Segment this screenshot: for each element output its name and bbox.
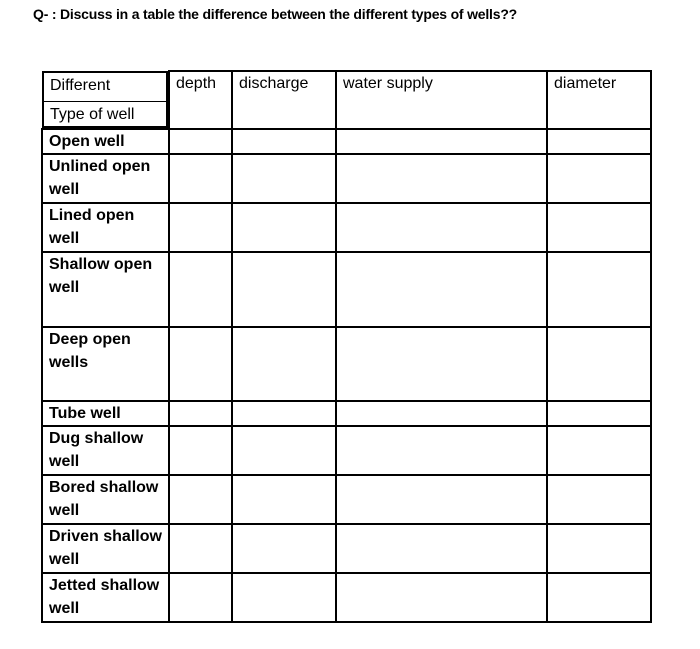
discharge-cell[interactable] — [232, 475, 336, 524]
discharge-cell[interactable] — [232, 573, 336, 622]
discharge-cell[interactable] — [232, 524, 336, 573]
diameter-cell[interactable] — [547, 154, 651, 203]
discharge-cell[interactable] — [232, 252, 336, 327]
discharge-cell[interactable] — [232, 129, 336, 154]
row-label: Open well — [42, 129, 169, 154]
header-diameter: diameter — [547, 71, 651, 129]
table-header-row — [42, 71, 651, 129]
header-type-line2: Type of well — [50, 106, 135, 123]
diameter-cell[interactable] — [547, 327, 651, 401]
water-supply-cell[interactable] — [336, 129, 547, 154]
depth-cell[interactable] — [169, 401, 232, 426]
table-row — [42, 252, 651, 327]
water-supply-cell[interactable] — [336, 524, 547, 573]
table-row — [42, 401, 651, 426]
water-supply-cell[interactable] — [336, 573, 547, 622]
table-row — [42, 426, 651, 475]
water-supply-cell[interactable] — [336, 154, 547, 203]
depth-cell[interactable] — [169, 573, 232, 622]
row-label: Bored shallow well — [42, 475, 169, 524]
diameter-cell[interactable] — [547, 129, 651, 154]
header-depth: depth — [169, 71, 232, 129]
depth-cell[interactable] — [169, 327, 232, 401]
discharge-cell[interactable] — [232, 426, 336, 475]
header-water-supply: water supply — [336, 71, 547, 129]
question-text: Q- : Discuss in a table the difference between the different types of wells?? — [33, 6, 518, 22]
header-type-line1: Different — [44, 73, 166, 102]
row-label: Deep open wells — [42, 327, 169, 401]
diameter-cell[interactable] — [547, 573, 651, 622]
discharge-cell[interactable] — [232, 401, 336, 426]
table-row — [42, 154, 651, 203]
discharge-cell[interactable] — [232, 327, 336, 401]
table-row — [42, 129, 651, 154]
depth-cell[interactable] — [169, 426, 232, 475]
diameter-cell[interactable] — [547, 524, 651, 573]
water-supply-cell[interactable] — [336, 203, 547, 252]
table-row — [42, 573, 651, 622]
depth-cell[interactable] — [169, 154, 232, 203]
table-row — [42, 524, 651, 573]
water-supply-cell[interactable] — [336, 401, 547, 426]
water-supply-cell[interactable] — [336, 252, 547, 327]
water-supply-cell[interactable] — [336, 475, 547, 524]
diameter-cell[interactable] — [547, 203, 651, 252]
row-label: Dug shallow well — [42, 426, 169, 475]
depth-cell[interactable] — [169, 129, 232, 154]
water-supply-cell[interactable] — [336, 327, 547, 401]
row-label: Tube well — [42, 401, 169, 426]
table-row — [42, 203, 651, 252]
diameter-cell[interactable] — [547, 401, 651, 426]
table-row — [42, 327, 651, 401]
depth-cell[interactable] — [169, 252, 232, 327]
diameter-cell[interactable] — [547, 475, 651, 524]
diameter-cell[interactable] — [547, 252, 651, 327]
discharge-cell[interactable] — [232, 203, 336, 252]
depth-cell[interactable] — [169, 475, 232, 524]
row-label: Jetted shallow well — [42, 573, 169, 622]
table-row — [42, 475, 651, 524]
header-type-of-well — [42, 71, 168, 128]
row-label: Lined open well — [42, 203, 169, 252]
row-label: Unlined open well — [42, 154, 169, 203]
depth-cell[interactable] — [169, 524, 232, 573]
wells-table — [41, 70, 652, 623]
header-discharge: discharge — [232, 71, 336, 129]
discharge-cell[interactable] — [232, 154, 336, 203]
row-label: Shallow open well — [42, 252, 169, 327]
row-label: Driven shallow well — [42, 524, 169, 573]
diameter-cell[interactable] — [547, 426, 651, 475]
water-supply-cell[interactable] — [336, 426, 547, 475]
depth-cell[interactable] — [169, 203, 232, 252]
